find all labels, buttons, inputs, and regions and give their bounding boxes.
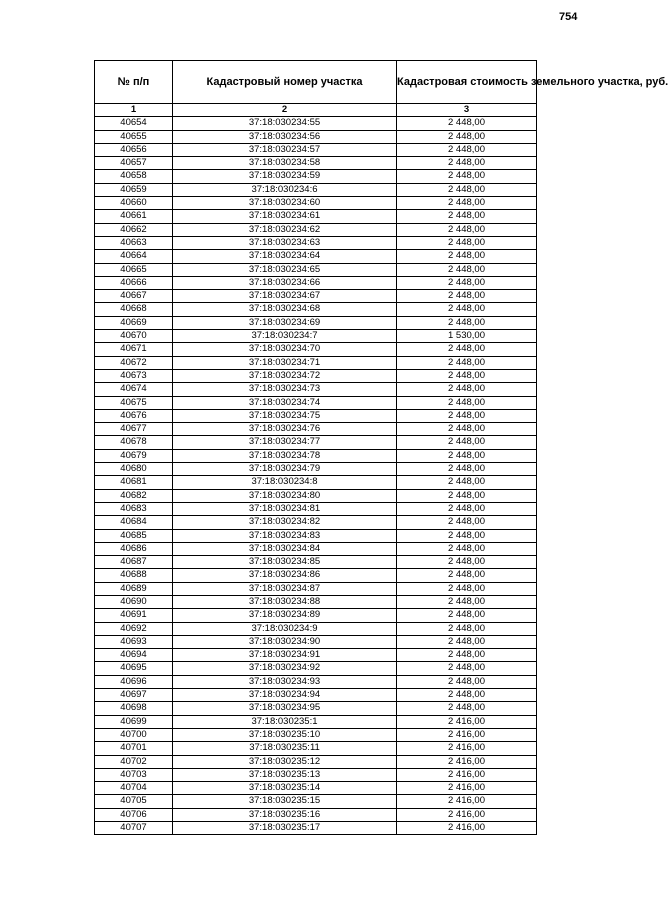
table-row: [95, 795, 537, 808]
cadastral-number-cell: 37:18:030234:7: [173, 330, 397, 343]
cadastral-number-cell: 37:18:030234:68: [173, 303, 397, 316]
table-row: [95, 183, 537, 196]
row-number-cell: 40701: [95, 742, 173, 755]
table-row: [95, 223, 537, 236]
cadastral-number-cell: 37:18:030234:81: [173, 502, 397, 515]
cadastral-number-cell: 37:18:030235:14: [173, 782, 397, 795]
row-number-cell: 40655: [95, 130, 173, 143]
table-row: [95, 157, 537, 170]
row-number-cell: 40671: [95, 343, 173, 356]
cadastral-value-cell: 2 448,00: [397, 463, 537, 476]
cadastral-number-cell: 37:18:030234:93: [173, 675, 397, 688]
row-number-cell: 40677: [95, 423, 173, 436]
table-row: [95, 622, 537, 635]
cadastral-number-cell: 37:18:030234:73: [173, 383, 397, 396]
row-number-cell: 40687: [95, 556, 173, 569]
cadastral-number-cell: 37:18:030234:84: [173, 542, 397, 555]
table-row: [95, 356, 537, 369]
column-number-2: 2: [173, 104, 397, 117]
cadastral-number-cell: 37:18:030234:74: [173, 396, 397, 409]
row-number-cell: 40672: [95, 356, 173, 369]
cadastral-value-cell: 2 448,00: [397, 409, 537, 422]
cadastral-value-cell: 2 448,00: [397, 223, 537, 236]
cadastral-number-cell: 37:18:030234:92: [173, 662, 397, 675]
cadastral-number-cell: 37:18:030235:11: [173, 742, 397, 755]
row-number-cell: 40685: [95, 529, 173, 542]
cadastral-value-cell: 2 448,00: [397, 303, 537, 316]
table-row: [95, 556, 537, 569]
column-number-1: 1: [95, 104, 173, 117]
cadastral-value-cell: 2 448,00: [397, 170, 537, 183]
table-row: [95, 197, 537, 210]
row-number-cell: 40706: [95, 808, 173, 821]
table-row: [95, 423, 537, 436]
cadastral-value-cell: 2 416,00: [397, 715, 537, 728]
row-number-cell: 40658: [95, 170, 173, 183]
table-row: [95, 236, 537, 249]
cadastral-value-cell: 2 448,00: [397, 556, 537, 569]
cadastral-value-cell: 2 448,00: [397, 662, 537, 675]
cadastral-value-cell: 2 448,00: [397, 542, 537, 555]
table-row: [95, 529, 537, 542]
table-row: [95, 516, 537, 529]
row-number-cell: 40703: [95, 768, 173, 781]
cadastral-number-cell: 37:18:030234:90: [173, 635, 397, 648]
cadastral-number-cell: 37:18:030234:77: [173, 436, 397, 449]
cadastral-number-cell: 37:18:030234:58: [173, 157, 397, 170]
cadastral-number-cell: 37:18:030234:66: [173, 276, 397, 289]
cadastral-value-cell: 2 416,00: [397, 768, 537, 781]
cadastral-number-cell: 37:18:030234:65: [173, 263, 397, 276]
table-row: [95, 689, 537, 702]
table-row: [95, 210, 537, 223]
cadastral-value-cell: 2 448,00: [397, 143, 537, 156]
cadastral-number-cell: 37:18:030234:60: [173, 197, 397, 210]
cadastral-number-cell: 37:18:030234:95: [173, 702, 397, 715]
table-row: [95, 343, 537, 356]
row-number-cell: 40663: [95, 236, 173, 249]
cadastral-value-cell: 2 416,00: [397, 742, 537, 755]
cadastral-number-cell: 37:18:030235:17: [173, 822, 397, 835]
cadastral-number-cell: 37:18:030234:57: [173, 143, 397, 156]
cadastral-number-cell: 37:18:030234:9: [173, 622, 397, 635]
cadastral-number-cell: 37:18:030235:15: [173, 795, 397, 808]
cadastral-value-cell: 2 448,00: [397, 117, 537, 130]
cadastral-number-cell: 37:18:030235:1: [173, 715, 397, 728]
row-number-cell: 40669: [95, 316, 173, 329]
table-row: [95, 436, 537, 449]
header-number: № п/п: [95, 61, 173, 104]
cadastral-number-cell: 37:18:030234:70: [173, 343, 397, 356]
table-row: [95, 396, 537, 409]
row-number-cell: 40686: [95, 542, 173, 555]
cadastral-value-cell: 2 416,00: [397, 782, 537, 795]
cadastral-number-cell: 37:18:030234:85: [173, 556, 397, 569]
cadastral-value-cell: 1 530,00: [397, 330, 537, 343]
cadastral-value-cell: 2 448,00: [397, 702, 537, 715]
cadastral-number-cell: 37:18:030234:80: [173, 489, 397, 502]
cadastral-value-cell: 2 448,00: [397, 436, 537, 449]
row-number-cell: 40696: [95, 675, 173, 688]
table-row: [95, 130, 537, 143]
table-row: [95, 649, 537, 662]
cadastral-number-cell: 37:18:030234:62: [173, 223, 397, 236]
table-row: [95, 728, 537, 741]
cadastral-value-cell: 2 448,00: [397, 343, 537, 356]
cadastral-number-cell: 37:18:030234:82: [173, 516, 397, 529]
row-number-cell: 40670: [95, 330, 173, 343]
table-row: [95, 463, 537, 476]
cadastral-number-cell: 37:18:030234:86: [173, 569, 397, 582]
cadastral-number-cell: 37:18:030235:16: [173, 808, 397, 821]
row-number-cell: 40668: [95, 303, 173, 316]
cadastral-number-cell: 37:18:030234:89: [173, 609, 397, 622]
cadastral-value-cell: 2 448,00: [397, 516, 537, 529]
row-number-cell: 40656: [95, 143, 173, 156]
cadastral-value-cell: 2 448,00: [397, 635, 537, 648]
cadastral-number-cell: 37:18:030234:59: [173, 170, 397, 183]
cadastral-number-cell: 37:18:030234:8: [173, 476, 397, 489]
header-cadastral-number: Кадастровый номер участка: [173, 61, 397, 104]
row-number-cell: 40698: [95, 702, 173, 715]
cadastral-number-cell: 37:18:030234:91: [173, 649, 397, 662]
table-row: [95, 143, 537, 156]
cadastral-value-cell: 2 448,00: [397, 369, 537, 382]
page-number: 754: [559, 11, 578, 23]
row-number-cell: 40666: [95, 276, 173, 289]
cadastral-number-cell: 37:18:030234:76: [173, 423, 397, 436]
row-number-cell: 40675: [95, 396, 173, 409]
cadastral-value-cell: 2 416,00: [397, 795, 537, 808]
cadastral-number-cell: 37:18:030234:78: [173, 449, 397, 462]
cadastral-value-cell: 2 448,00: [397, 236, 537, 249]
table-row: [95, 768, 537, 781]
cadastral-number-cell: 37:18:030234:67: [173, 290, 397, 303]
cadastral-value-cell: 2 448,00: [397, 263, 537, 276]
table-row: [95, 303, 537, 316]
cadastral-value-cell: 2 448,00: [397, 383, 537, 396]
row-number-cell: 40697: [95, 689, 173, 702]
cadastral-value-cell: 2 416,00: [397, 822, 537, 835]
row-number-cell: 40688: [95, 569, 173, 582]
table-row: [95, 409, 537, 422]
cadastral-number-cell: 37:18:030234:55: [173, 117, 397, 130]
row-number-cell: 40683: [95, 502, 173, 515]
table-row: [95, 502, 537, 515]
table-row: [95, 476, 537, 489]
table-row: [95, 662, 537, 675]
row-number-cell: 40682: [95, 489, 173, 502]
row-number-cell: 40664: [95, 250, 173, 263]
row-number-cell: 40660: [95, 197, 173, 210]
table-row: [95, 755, 537, 768]
cadastral-value-cell: 2 448,00: [397, 197, 537, 210]
cadastral-number-cell: 37:18:030234:88: [173, 595, 397, 608]
cadastral-number-cell: 37:18:030234:79: [173, 463, 397, 476]
cadastral-value-cell: 2 448,00: [397, 649, 537, 662]
row-number-cell: 40694: [95, 649, 173, 662]
row-number-cell: 40695: [95, 662, 173, 675]
cadastral-value-cell: 2 448,00: [397, 595, 537, 608]
cadastral-value-cell: 2 448,00: [397, 489, 537, 502]
table-row: [95, 250, 537, 263]
row-number-cell: 40699: [95, 715, 173, 728]
column-number-3: 3: [397, 104, 537, 117]
cadastral-number-cell: 37:18:030234:6: [173, 183, 397, 196]
row-number-cell: 40689: [95, 582, 173, 595]
row-number-cell: 40707: [95, 822, 173, 835]
row-number-cell: 40693: [95, 635, 173, 648]
row-number-cell: 40704: [95, 782, 173, 795]
row-number-cell: 40674: [95, 383, 173, 396]
cadastral-value-cell: 2 448,00: [397, 622, 537, 635]
cadastral-value-cell: 2 448,00: [397, 423, 537, 436]
cadastral-number-cell: 37:18:030234:72: [173, 369, 397, 382]
table-row: [95, 782, 537, 795]
row-number-cell: 40679: [95, 449, 173, 462]
cadastral-number-cell: 37:18:030234:94: [173, 689, 397, 702]
cadastral-number-cell: 37:18:030234:75: [173, 409, 397, 422]
cadastral-value-cell: 2 448,00: [397, 476, 537, 489]
table-row: [95, 369, 537, 382]
cadastral-number-cell: 37:18:030234:56: [173, 130, 397, 143]
row-number-cell: 40661: [95, 210, 173, 223]
table-row: [95, 170, 537, 183]
row-number-cell: 40705: [95, 795, 173, 808]
table-row: [95, 263, 537, 276]
table-row: [95, 449, 537, 462]
row-number-cell: 40700: [95, 728, 173, 741]
table-row: [95, 489, 537, 502]
table-row: [95, 808, 537, 821]
cadastral-value-cell: 2 448,00: [397, 609, 537, 622]
cadastral-number-cell: 37:18:030235:13: [173, 768, 397, 781]
cadastral-value-cell: 2 448,00: [397, 356, 537, 369]
row-number-cell: 40678: [95, 436, 173, 449]
cadastral-value-cell: 2 448,00: [397, 276, 537, 289]
cadastral-number-cell: 37:18:030235:12: [173, 755, 397, 768]
cadastral-value-cell: 2 448,00: [397, 569, 537, 582]
row-number-cell: 40702: [95, 755, 173, 768]
cadastral-value-cell: 2 448,00: [397, 689, 537, 702]
table-row: [95, 715, 537, 728]
cadastral-value-cell: 2 448,00: [397, 210, 537, 223]
cadastral-value-cell: 2 416,00: [397, 808, 537, 821]
cadastral-value-cell: 2 448,00: [397, 582, 537, 595]
cadastral-value-cell: 2 416,00: [397, 728, 537, 741]
cadastral-value-cell: 2 416,00: [397, 755, 537, 768]
cadastral-value-cell: 2 448,00: [397, 250, 537, 263]
table-row: [95, 595, 537, 608]
cadastral-number-cell: 37:18:030234:71: [173, 356, 397, 369]
cadastral-number-cell: 37:18:030234:64: [173, 250, 397, 263]
cadastral-value-cell: 2 448,00: [397, 675, 537, 688]
cadastral-number-cell: 37:18:030234:87: [173, 582, 397, 595]
table-row: [95, 675, 537, 688]
cadastral-value-cell: 2 448,00: [397, 529, 537, 542]
table-row: [95, 290, 537, 303]
table-row: [95, 569, 537, 582]
cadastral-value-cell: 2 448,00: [397, 130, 537, 143]
table-row: [95, 702, 537, 715]
header-cadastral-value: Кадастровая стоимость земельного участка, руб.: [397, 61, 537, 104]
table-row: [95, 276, 537, 289]
cadastral-number-cell: 37:18:030234:83: [173, 529, 397, 542]
row-number-cell: 40690: [95, 595, 173, 608]
table-row: [95, 383, 537, 396]
row-number-cell: 40692: [95, 622, 173, 635]
cadastral-value-cell: 2 448,00: [397, 157, 537, 170]
cadastral-number-cell: 37:18:030234:63: [173, 236, 397, 249]
row-number-cell: 40659: [95, 183, 173, 196]
cadastral-value-cell: 2 448,00: [397, 183, 537, 196]
table-row: [95, 330, 537, 343]
cadastral-number-cell: 37:18:030235:10: [173, 728, 397, 741]
table-row: [95, 582, 537, 595]
table-row: [95, 635, 537, 648]
row-number-cell: 40654: [95, 117, 173, 130]
table-row: [95, 316, 537, 329]
row-number-cell: 40676: [95, 409, 173, 422]
cadastral-value-cell: 2 448,00: [397, 290, 537, 303]
cadastral-value-cell: 2 448,00: [397, 449, 537, 462]
header-row: [95, 61, 537, 104]
row-number-cell: 40665: [95, 263, 173, 276]
cadastral-number-cell: 37:18:030234:61: [173, 210, 397, 223]
table-row: [95, 742, 537, 755]
row-number-cell: 40684: [95, 516, 173, 529]
table-row: [95, 117, 537, 130]
table-row: [95, 822, 537, 835]
cadastral-value-cell: 2 448,00: [397, 396, 537, 409]
column-number-row: [95, 104, 537, 117]
table-row: [95, 542, 537, 555]
cadastral-value-cell: 2 448,00: [397, 502, 537, 515]
row-number-cell: 40691: [95, 609, 173, 622]
row-number-cell: 40681: [95, 476, 173, 489]
cadastral-number-cell: 37:18:030234:69: [173, 316, 397, 329]
row-number-cell: 40680: [95, 463, 173, 476]
table-row: [95, 609, 537, 622]
cadastral-value-cell: 2 448,00: [397, 316, 537, 329]
row-number-cell: 40673: [95, 369, 173, 382]
row-number-cell: 40662: [95, 223, 173, 236]
row-number-cell: 40667: [95, 290, 173, 303]
cadastral-table: [94, 60, 668, 835]
row-number-cell: 40657: [95, 157, 173, 170]
